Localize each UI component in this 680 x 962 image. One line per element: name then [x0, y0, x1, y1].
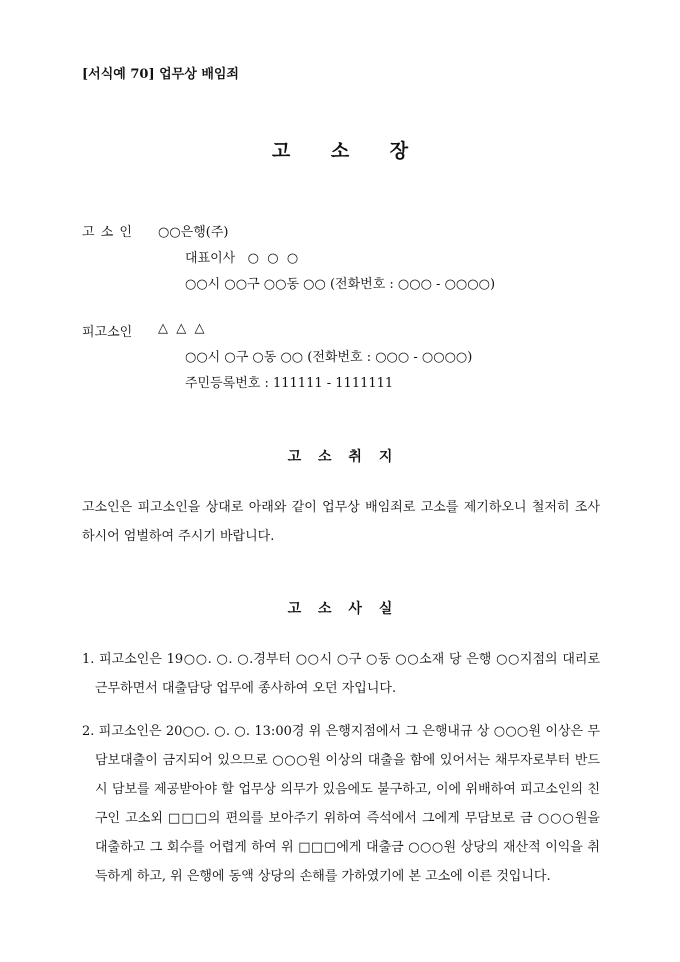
complainant-name: ○○은행(주) [158, 225, 229, 240]
facts-item-2: 2. 피고소인은 20○○. ○. ○. 13:00경 위 은행지점에서 그 은행내규 상 ○○○원 이상은 무담보대출이 금지되어 있으므로 ○○○원 이상의 대출을 함에 있어서는 채무자로부터 반드시 담보를 제공받아야 할 업무상 의무가 있음에도 불구하고, 이에 위배하여 피고소인의 친구인 고소외 □□□의 편의를 보아주기 위하여 즉석에서 그에게 무담보로 금 ○○○원을 대출하고 그 회수를 어렵게 하여 위 □□□에게 대출금 ○○○원 상당의 재산적 이익을 취득하게 하고, 위 은행에 동액 상당의 손해를 가하였기에 본 고소에 이른 것입니다. [82, 724, 600, 884]
form-label: [서식예 70] 업무상 배임죄 [82, 67, 239, 82]
facts-heading: 고 소 사 실 [287, 601, 393, 617]
accused-label: 피고소인 [82, 325, 133, 340]
accused-id-number: 주민등록번호 : 111111 - 1111111 [185, 376, 394, 391]
accused-address: ○○시 ○구 ○동 ○○ (전화번호 : ○○○ - ○○○○) [185, 350, 473, 365]
purpose-heading: 고 소 취 지 [287, 449, 393, 465]
document-title: 고 소 장 [271, 140, 409, 162]
purpose-text: 고소인은 피고소인을 상대로 아래와 같이 업무상 배임죄로 고소를 제기하오니 철저히 조사하시어 엄벌하여 주시기 바랍니다. [82, 500, 600, 544]
complainant-representative: 대표이사 ○ ○ ○ [185, 251, 299, 266]
complainant-label: 고 소 인 [82, 225, 132, 240]
complainant-address: ○○시 ○○구 ○○동 ○○ (전화번호 : ○○○ - ○○○○) [185, 277, 496, 292]
facts-item-1: 1. 피고소인은 19○○. ○. ○.경부터 ○○시 ○구 ○동 ○○소재 당 은행 ○○지점의 대리로 근무하면서 대출담당 업무에 종사하여 오던 자입니다. [82, 652, 600, 696]
accused-name: △ △ △ [158, 321, 205, 336]
